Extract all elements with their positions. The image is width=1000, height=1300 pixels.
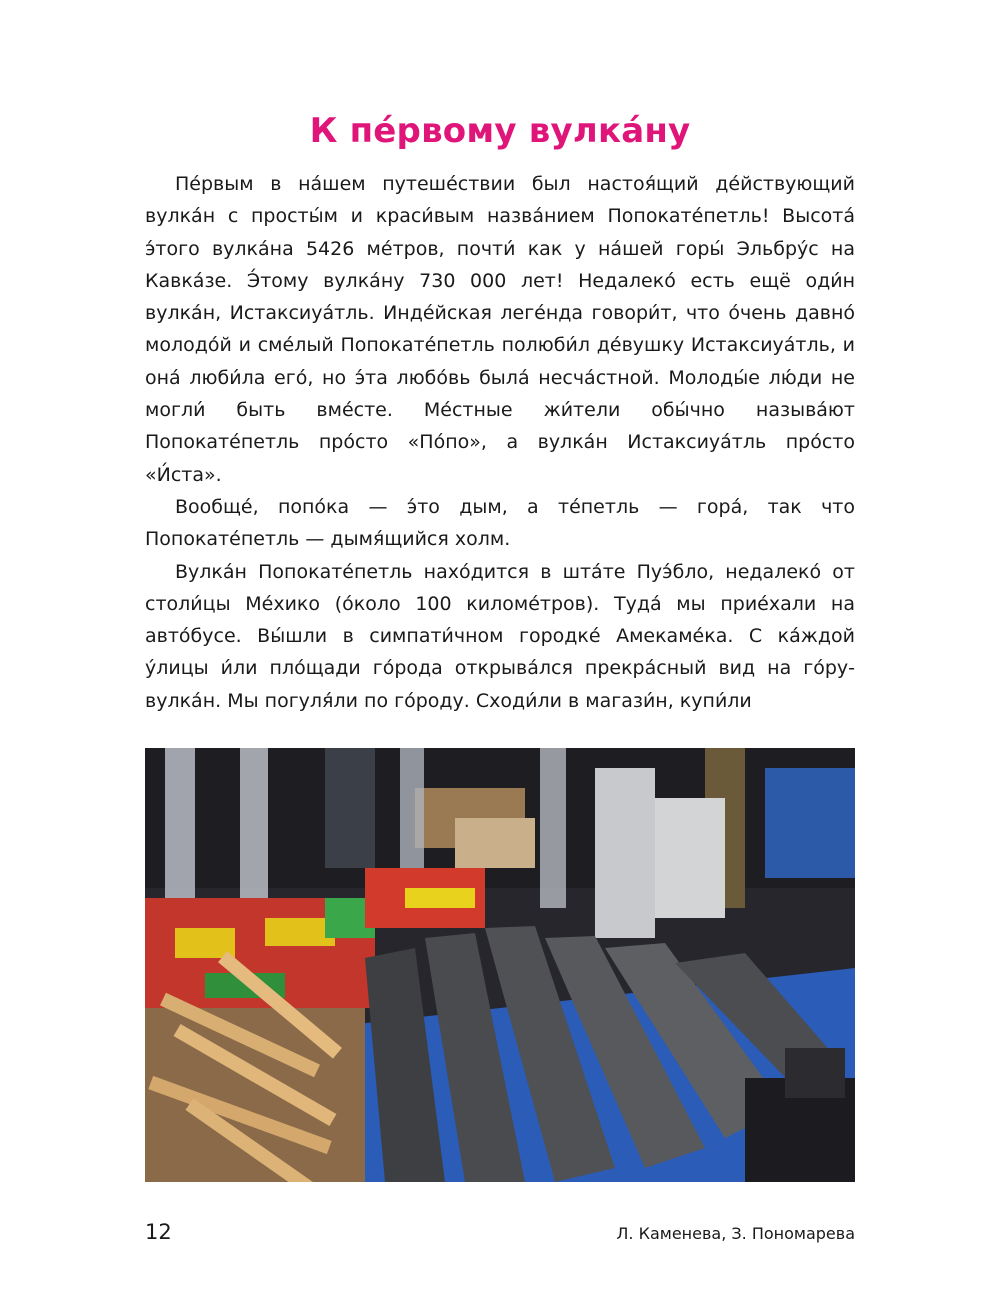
page-title: К пе́рвому вулка́ну (309, 110, 691, 151)
market-tools-photo (145, 748, 855, 1182)
body-text (145, 168, 855, 717)
authors: Л. Каменева, З. Пономарева (616, 1224, 855, 1243)
paragraph: Вообще́, попо́ка — э́то дым, а те́петль — гора́, так что Попокате́петль — дымя́щийся холм. (145, 495, 855, 551)
page-number: 12 (145, 1220, 172, 1244)
paragraph: Вулка́н Попокате́петль нахо́дится в шта́те Пуэ́бло, недалеко́ от столи́цы Ме́хико (о́коло 100 киломе́тров). Туда́ мы прие́хали на авто́бусе. Вы́шли в симпати́чном городке́ Амекаме́ка. С ка́ждой у́лицы и́ли пло́щади го́рода открыва́лся прекра́сный вид на го́ру-вулка́н. Мы погуля́ли по го́роду. Сходи́ли в магази́н, купи́ли (145, 560, 855, 712)
paragraph: Пе́рвым в на́шем путеше́ствии был настоя́щий де́йствующий вулка́н с просты́м и краси́вым назва́нием Попокате́петль! Высота́ э́того вулка́на 5426 ме́тров, почти́ как у на́шей горы́ Эльбру́с на Кавка́зе. Э́тому вулка́ну 730 000 лет! Недалеко́ есть ещё оди́н вулка́н, Истаксиуа́тль. Инде́йская леге́нда говори́т, что о́чень давно́ молодо́й и сме́лый Попокате́петль полюби́л де́вушку Истаксиуа́тль, и она́ люби́ла его́, но э́та любо́вь была́ несча́стной. Молоды́е лю́ди не могли́ быть вме́сте. Ме́стные жи́тели обы́чно называ́ют Попокате́петль про́сто «По́по», а вулка́н Истаксиуа́тль про́сто «И́ста». (145, 173, 855, 486)
